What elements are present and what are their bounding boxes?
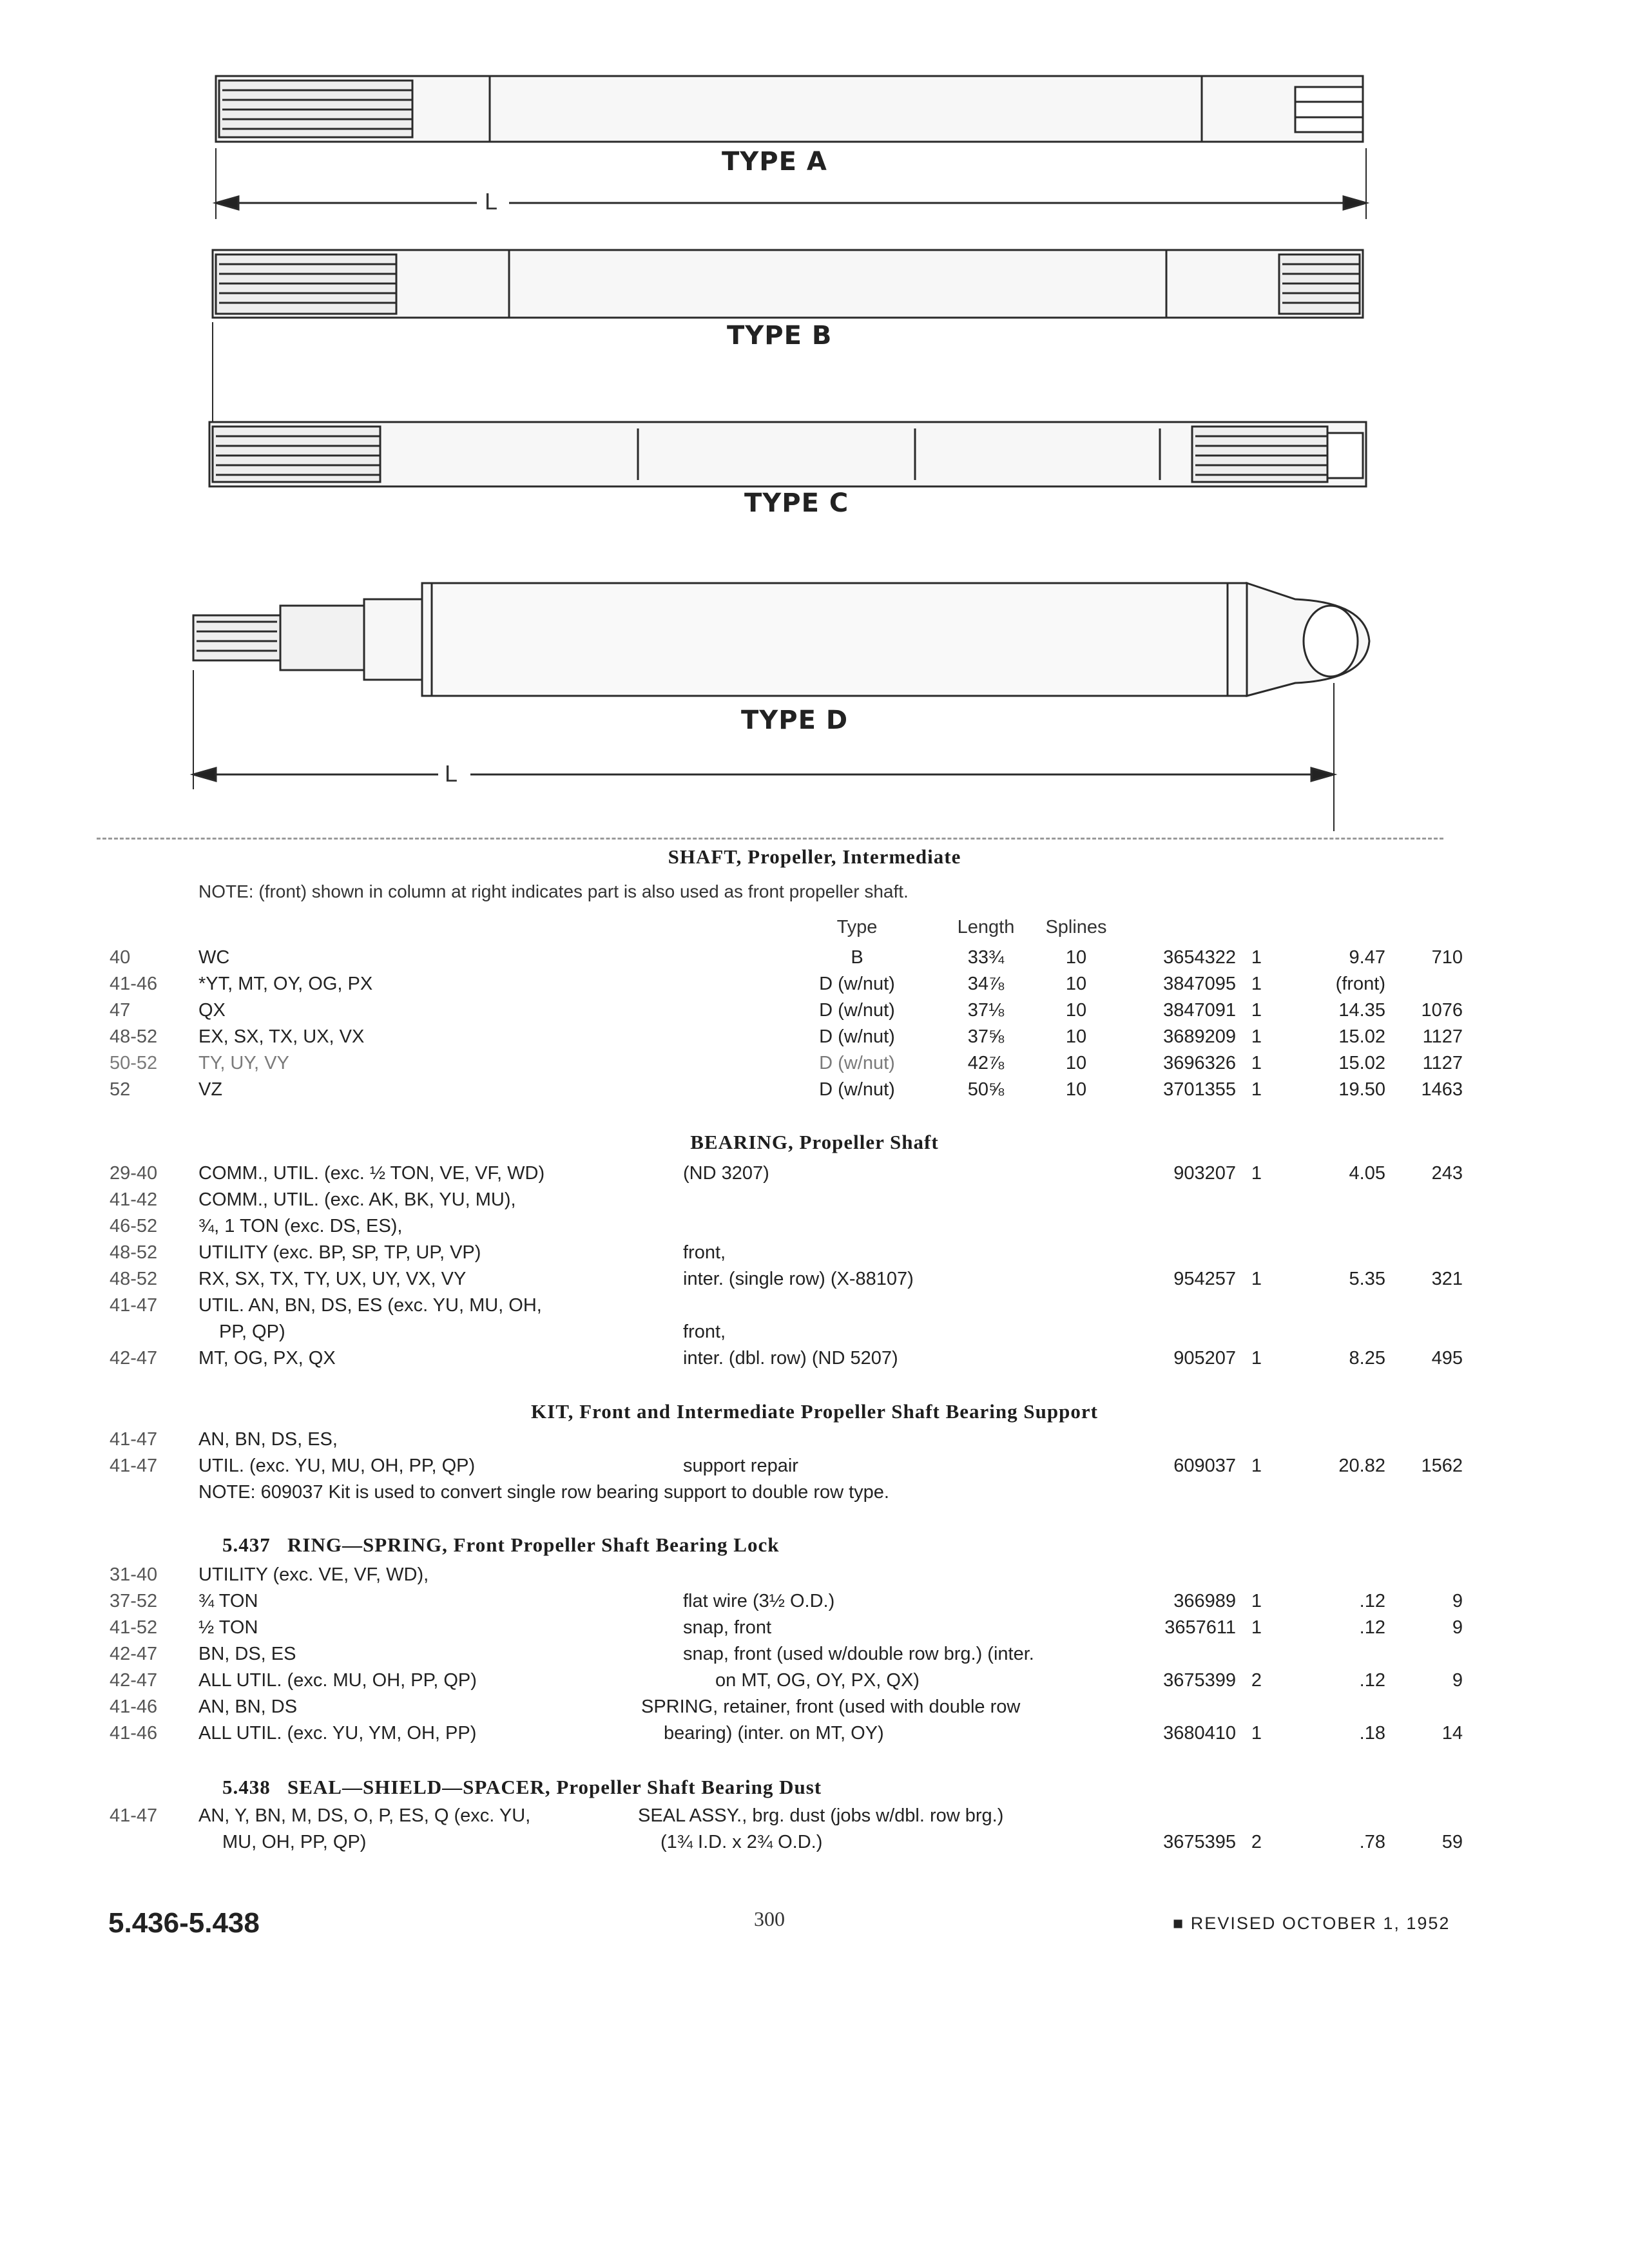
- table-row: 41-46 *YT, MT, OY, OG, PX D (w/nut) 34⅞ 10 3847095 1 (front): [110, 974, 1385, 994]
- table-row: 47 QX D (w/nut) 37⅛ 10 3847091 1 14.35 1076: [110, 1000, 1463, 1021]
- section-range: 5.436-5.438: [108, 1907, 260, 1939]
- shaft-section-title: SHAFT, Propeller, Intermediate: [668, 845, 961, 868]
- type-c-label: TYPE C: [744, 488, 849, 518]
- ring-section-name: RING—SPRING, Front Propeller Shaft Bearing Lock: [287, 1533, 780, 1556]
- page-number: 300: [754, 1907, 785, 1930]
- table-row: 41-47 AN, Y, BN, M, DS, O, P, ES, Q (exc. YU, SEAL ASSY., brg. dust (jobs w/dbl. row brg.): [110, 1805, 1004, 1826]
- column-header-length: Length: [957, 917, 1015, 937]
- table-row: 41-46 AN, BN, DS SPRING, retainer, front (used with double row: [110, 1696, 1021, 1717]
- type-d-label: TYPE D: [741, 706, 849, 735]
- column-header-type: Type: [836, 917, 878, 937]
- column-header-splines: Splines: [1045, 917, 1107, 937]
- table-row: 50-52 TY, UY, VY D (w/nut) 42⅞ 10 3696326 1 15.02 1127: [110, 1053, 1463, 1073]
- table-row: 52 VZ D (w/nut) 50⅝ 10 3701355 1 19.50 1463: [110, 1079, 1463, 1100]
- table-row: 41-47 UTIL. AN, BN, DS, ES (exc. YU, MU, OH,: [110, 1295, 542, 1316]
- table-row: MU, OH, PP, QP) (1¾ I.D. x 2¾ O.D.) 3675395 2 .78 59: [222, 1832, 1463, 1852]
- length-label-d: L: [445, 760, 458, 787]
- table-row: 40 WC B 33¾ 10 3654322 1 9.47 710: [110, 947, 1463, 968]
- table-row: 41-46 ALL UTIL. (exc. YU, YM, OH, PP) bearing) (inter. on MT, OY) 3680410 1 .18 14: [110, 1723, 1463, 1744]
- divider: [97, 838, 1443, 840]
- kit-section-title: KIT, Front and Intermediate Propeller Shaft Bearing Support: [531, 1400, 1098, 1423]
- table-row: 48-52 RX, SX, TX, TY, UX, UY, VX, VY inter. (single row) (X-88107) 954257 1 5.35 321: [110, 1269, 1463, 1289]
- ring-section-title: [222, 1533, 779, 1557]
- table-row: PP, QP) front,: [219, 1321, 726, 1342]
- type-b-label: TYPE B: [727, 321, 833, 351]
- revision-date: ■ REVISED OCTOBER 1, 1952: [1173, 1914, 1451, 1933]
- table-row: 41-42 COMM., UTIL. (exc. AK, BK, YU, MU),: [110, 1189, 516, 1210]
- table-row: 42-47 MT, OG, PX, QX inter. (dbl. row) (ND 5207) 905207 1 8.25 495: [110, 1348, 1463, 1369]
- table-row: 48-52 UTILITY (exc. BP, SP, TP, UP, VP) front,: [110, 1242, 726, 1263]
- type-a-label: TYPE A: [722, 147, 827, 177]
- table-row: 29-40 COMM., UTIL. (exc. ½ TON, VE, VF, WD) (ND 3207) 903207 1 4.05 243: [110, 1163, 1463, 1184]
- bearing-section-title: BEARING, Propeller Shaft: [690, 1131, 939, 1153]
- table-row: 46-52 ¾, 1 TON (exc. DS, ES),: [110, 1216, 403, 1236]
- table-row: 42-47 BN, DS, ES snap, front (used w/double row brg.) (inter.: [110, 1644, 1034, 1664]
- ring-section-number: 5.437: [222, 1533, 271, 1556]
- shaft-type-a: [216, 76, 1363, 142]
- table-row: 37-52 ¾ TON flat wire (3½ O.D.) 366989 1 .12 9: [110, 1591, 1463, 1611]
- shaft-type-d: [193, 583, 1369, 696]
- seal-section-title: [222, 1776, 822, 1799]
- shaft-note: NOTE: (front) shown in column at right indicates part is also used as front propeller shaft.: [198, 881, 909, 901]
- table-row: 41-47 UTIL. (exc. YU, MU, OH, PP, QP) support repair 609037 1 20.82 1562: [110, 1456, 1463, 1476]
- table-row: 41-52 ½ TON snap, front 3657611 1 .12 9: [110, 1617, 1463, 1638]
- table-row: 48-52 EX, SX, TX, UX, VX D (w/nut) 37⅝ 10 3689209 1 15.02 1127: [110, 1026, 1463, 1047]
- length-label-a: L: [485, 188, 498, 215]
- shaft-type-c: [209, 422, 1366, 486]
- seal-section-number: 5.438: [222, 1776, 271, 1798]
- table-row: 42-47 ALL UTIL. (exc. MU, OH, PP, QP) on MT, OG, OY, PX, QX) 3675399 2 .12 9: [110, 1670, 1463, 1691]
- seal-section-name: SEAL—SHIELD—SPACER, Propeller Shaft Bearing Dust: [287, 1776, 822, 1798]
- kit-note: NOTE: 609037 Kit is used to convert single row bearing support to double row type.: [198, 1482, 889, 1503]
- shaft-type-b: [213, 250, 1363, 318]
- table-row: 31-40 UTILITY (exc. VE, VF, WD),: [110, 1564, 429, 1585]
- table-row: 41-47 AN, BN, DS, ES,: [110, 1429, 338, 1450]
